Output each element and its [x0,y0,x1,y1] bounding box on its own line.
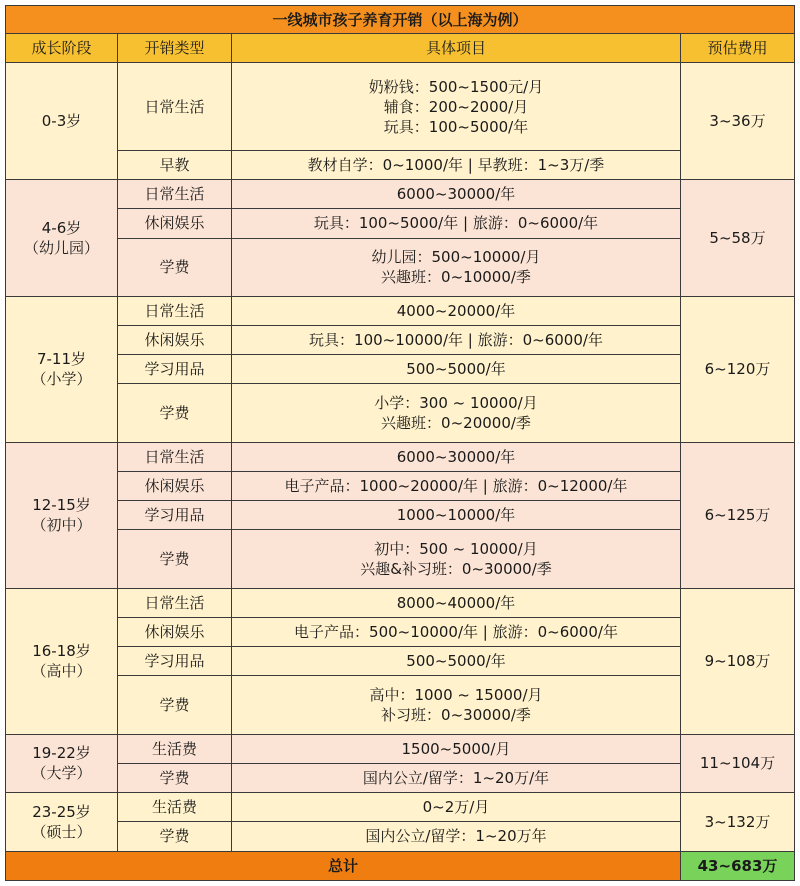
expense-item-cell [232,442,681,471]
table-row [6,150,795,179]
expense-item: 高中：1000 ~ 15000/月 [369,686,543,705]
estimated-cost-cell: 6~125万 [681,442,795,588]
expense-type-cell: 休闲娱乐 [118,472,232,501]
expense-type-cell: 学费 [118,822,232,851]
expense-item: 教材自学：0~1000/年 | 早教班：1~3万/季 [307,156,605,175]
stage-label: （大学） [31,764,92,783]
expense-item: 500~5000/年 [406,360,506,379]
title-row [6,6,795,34]
expense-item: 国内公立/留学：1~20万/年 [362,769,550,788]
estimated-cost-cell: 5~58万 [681,180,795,297]
expense-type-cell: 生活费 [118,734,232,763]
expense-item-cell [232,763,681,792]
expense-item-cell [232,180,681,209]
expense-item: 0~2万/月 [422,798,490,817]
expense-item-cell [232,676,681,734]
estimated-cost-cell: 6~120万 [681,296,795,442]
expense-item: 幼儿园：500~10000/月 [371,248,541,267]
expense-item: 玩具：100~5000/年 [383,117,529,136]
expense-item-cell [232,150,681,179]
stage-label: 19-22岁 [32,744,91,763]
expense-type-cell: 日常生活 [118,588,232,617]
expense-item: 6000~30000/年 [396,185,516,204]
expense-type-cell: 学习用品 [118,501,232,530]
expense-item-cell [232,647,681,676]
stage-label: 23-25岁 [32,802,91,821]
table-row [6,734,795,763]
estimated-cost-cell: 3~36万 [681,63,795,180]
table-row [6,501,795,530]
estimated-cost-cell: 3~132万 [681,793,795,851]
expense-item: 辅食：200~2000/月 [383,97,529,116]
expense-type-cell: 休闲娱乐 [118,618,232,647]
expense-item: 补习班：0~30000/季 [381,706,531,725]
expense-item-cell [232,822,681,851]
header-items: 具体项目 [232,34,681,63]
total-value: 43~683万 [681,851,795,880]
expense-type-cell: 学费 [118,530,232,588]
stage-label: 0-3岁 [41,112,82,131]
table-row [6,822,795,851]
table-row [6,63,795,151]
header-stage: 成长阶段 [6,34,118,63]
table-row [6,588,795,617]
stage-label: （小学） [31,370,92,389]
expense-item: 500~5000/年 [406,652,506,671]
expense-item: 电子产品：1000~20000/年 | 旅游：0~12000/年 [284,477,628,496]
header-type: 开销类型 [118,34,232,63]
expense-item: 1000~10000/年 [396,506,516,525]
table-row [6,530,795,588]
expense-item: 兴趣班：0~10000/季 [381,268,531,287]
expense-type-cell: 日常生活 [118,442,232,471]
expense-item: 电子产品：500~10000/年 | 旅游：0~6000/年 [294,623,618,642]
stage-cell [6,296,118,442]
stage-label: （硕士） [31,822,92,841]
stage-label: （初中） [31,516,92,535]
stage-cell [6,442,118,588]
estimated-cost-cell: 11~104万 [681,734,795,792]
expense-type-cell: 学习用品 [118,355,232,384]
expense-item: 兴趣&补习班：0~30000/季 [360,560,552,579]
table-row [6,647,795,676]
stage-label: 4-6岁 [41,219,82,238]
stage-cell [6,63,118,180]
cost-table-body [6,6,795,881]
table-row [6,209,795,238]
expense-item-cell [232,618,681,647]
table-row [6,180,795,209]
table-row [6,763,795,792]
expense-item-cell [232,734,681,763]
stage-cell [6,180,118,297]
table-row [6,442,795,471]
expense-type-cell: 日常生活 [118,296,232,325]
table-row [6,296,795,325]
stage-label: （高中） [31,662,92,681]
expense-item: 小学：300 ~ 10000/月 [374,394,538,413]
expense-item-cell [232,296,681,325]
expense-type-cell: 学费 [118,676,232,734]
stage-cell [6,588,118,734]
stage-cell [6,793,118,851]
expense-item-cell [232,355,681,384]
expense-item-cell [232,588,681,617]
header-row [6,34,795,63]
expense-item: 国内公立/留学：1~20万年 [365,827,547,846]
expense-type-cell: 日常生活 [118,63,232,151]
total-label: 总计 [6,851,681,880]
expense-type-cell: 学费 [118,384,232,442]
expense-item-cell [232,209,681,238]
table-row [6,384,795,442]
expense-item-cell [232,384,681,442]
table-row [6,472,795,501]
expense-type-cell: 学费 [118,238,232,296]
expense-item: 玩具：100~10000/年 | 旅游：0~6000/年 [309,331,603,350]
expense-item-cell [232,472,681,501]
table-title: 一线城市孩子养育开销（以上海为例） [6,6,795,34]
stage-label: （幼儿园） [23,239,99,258]
table-row [6,238,795,296]
stage-cell [6,734,118,792]
expense-item: 初中：500 ~ 10000/月 [374,540,538,559]
expense-item: 8000~40000/年 [396,593,516,612]
expense-item-cell [232,530,681,588]
expense-type-cell: 生活费 [118,793,232,822]
table-row [6,326,795,355]
expense-item-cell [232,793,681,822]
table-row [6,793,795,822]
expense-type-cell: 休闲娱乐 [118,209,232,238]
expense-item: 奶粉钱：500~1500元/月 [368,77,544,96]
expense-item-cell [232,238,681,296]
stage-label: 16-18岁 [32,642,91,661]
cost-table [5,5,795,881]
stage-label: 12-15岁 [32,496,91,515]
total-row [6,851,795,880]
expense-item: 6000~30000/年 [396,447,516,466]
stage-label: 7-11岁 [36,350,87,369]
expense-item: 4000~20000/年 [396,302,516,321]
expense-item: 1500~5000/月 [401,739,511,758]
header-cost: 预估费用 [681,34,795,63]
expense-item-cell [232,501,681,530]
expense-item: 兴趣班：0~20000/季 [381,414,531,433]
expense-item: 玩具：100~5000/年 | 旅游：0~6000/年 [313,214,599,233]
table-row [6,618,795,647]
expense-type-cell: 学习用品 [118,647,232,676]
expense-type-cell: 学费 [118,763,232,792]
expense-type-cell: 早教 [118,150,232,179]
expense-type-cell: 日常生活 [118,180,232,209]
expense-item-cell [232,63,681,151]
estimated-cost-cell: 9~108万 [681,588,795,734]
expense-item-cell [232,326,681,355]
table-row [6,355,795,384]
table-row [6,676,795,734]
expense-type-cell: 休闲娱乐 [118,326,232,355]
